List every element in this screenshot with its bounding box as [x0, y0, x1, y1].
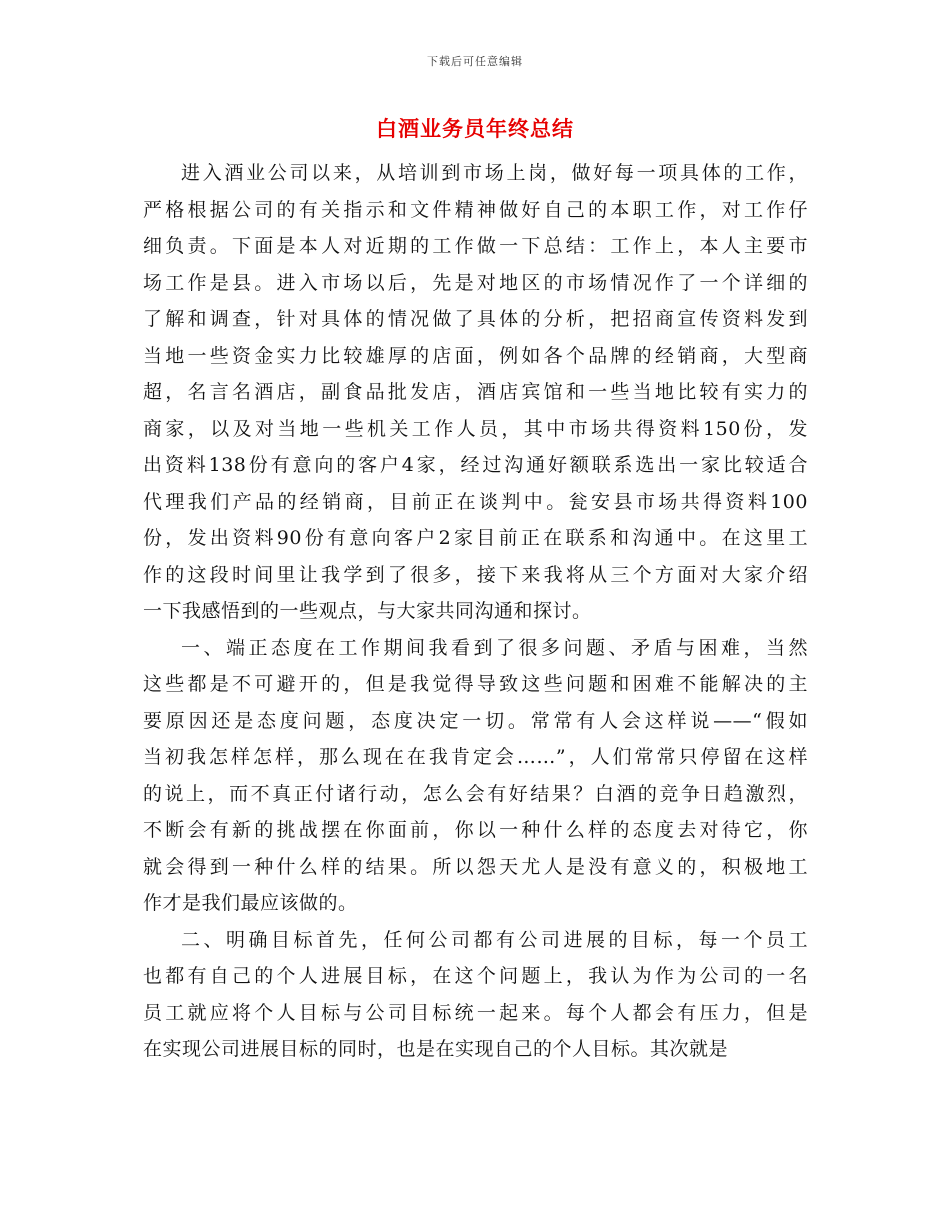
paragraph-line: 二、明确目标首先，任何公司都有公司进展的目标，每一个员工 — [181, 928, 808, 951]
paragraph-line: 这些都是不可避开的，但是我觉得导致这些问题和困难不能解决的主 — [143, 673, 808, 695]
paragraph-line: 也都有自己的个人进展目标，在这个问题上，我认为作为公司的一名 — [143, 965, 808, 987]
paragraph-line: 严格根据公司的有关指示和文件精神做好自己的本职工作，对工作仔 — [143, 198, 808, 221]
paragraph-line: 要原因还是态度问题，态度决定一切。常常有人会这样说——“假如 — [143, 709, 808, 732]
paragraph-line: 份，发出资料90份有意向客户2家目前正在联系和沟通中。在这里工 — [143, 527, 808, 549]
paragraph-line: 当初我怎样怎样，那么现在在我肯定会……”，人们常常只停留在这样 — [143, 746, 808, 768]
paragraph-line: 作的这段时间里让我学到了很多，接下来我将从三个方面对大家介绍 — [143, 563, 808, 586]
paragraph-line: 场工作是县。进入市场以后，先是对地区的市场情况作了一个详细的 — [143, 271, 808, 294]
body-paragraph — [143, 630, 808, 922]
paragraph-line: 进入酒业公司以来，从培训到市场上岗，做好每一项具体的工作， — [181, 162, 808, 184]
paragraph-line: 的说上，而不真正付诸行动，怎么会有好结果？白酒的竞争日趋激烈， — [143, 782, 808, 805]
paragraph-line: 出资料138份有意向的客户4家，经过沟通好额联系选出一家比较适合 — [143, 454, 808, 476]
paragraph-line: 一下我感悟到的一些观点，与大家共同沟通和探讨。 — [143, 600, 592, 622]
paragraph-line: 在实现公司进展目标的同时，也是在实现自己的个人目标。其次就是 — [143, 1038, 729, 1060]
document-body — [143, 155, 808, 1068]
paragraph-line: 细负责。下面是本人对近期的工作做一下总结：工作上，本人主要市 — [143, 235, 808, 257]
paragraph-line: 员工就应将个人目标与公司目标统一起来。每个人都会有压力，但是 — [143, 1001, 808, 1024]
paragraph-line: 了解和调查，针对具体的情况做了具体的分析，把招商宣传资料发到 — [143, 308, 808, 330]
paragraph-line: 商家，以及对当地一些机关工作人员，其中市场共得资料150份，发 — [143, 417, 808, 440]
paragraph-line: 就会得到一种什么样的结果。所以怨天尤人是没有意义的，积极地工 — [143, 855, 808, 878]
body-paragraph — [143, 155, 808, 630]
paragraph-line: 代理我们产品的经销商，目前正在谈判中。瓮安县市场共得资料100 — [143, 490, 808, 513]
body-paragraph — [143, 922, 808, 1068]
paragraph-line: 当地一些资金实力比较雄厚的店面，例如各个品牌的经销商，大型商 — [143, 344, 808, 367]
page-header: 下载后可任意编辑 — [427, 55, 523, 68]
document-title: 白酒业务员年终总结 — [376, 117, 574, 141]
paragraph-line: 一、端正态度在工作期间我看到了很多问题、矛盾与困难，当然 — [181, 636, 808, 659]
paragraph-line: 超，名言名酒店，副食品批发店，酒店宾馆和一些当地比较有实力的 — [143, 381, 808, 403]
paragraph-line: 作才是我们最应该做的。 — [143, 892, 358, 914]
paragraph-line: 不断会有新的挑战摆在你面前，你以一种什么样的态度去对待它，你 — [143, 819, 808, 841]
